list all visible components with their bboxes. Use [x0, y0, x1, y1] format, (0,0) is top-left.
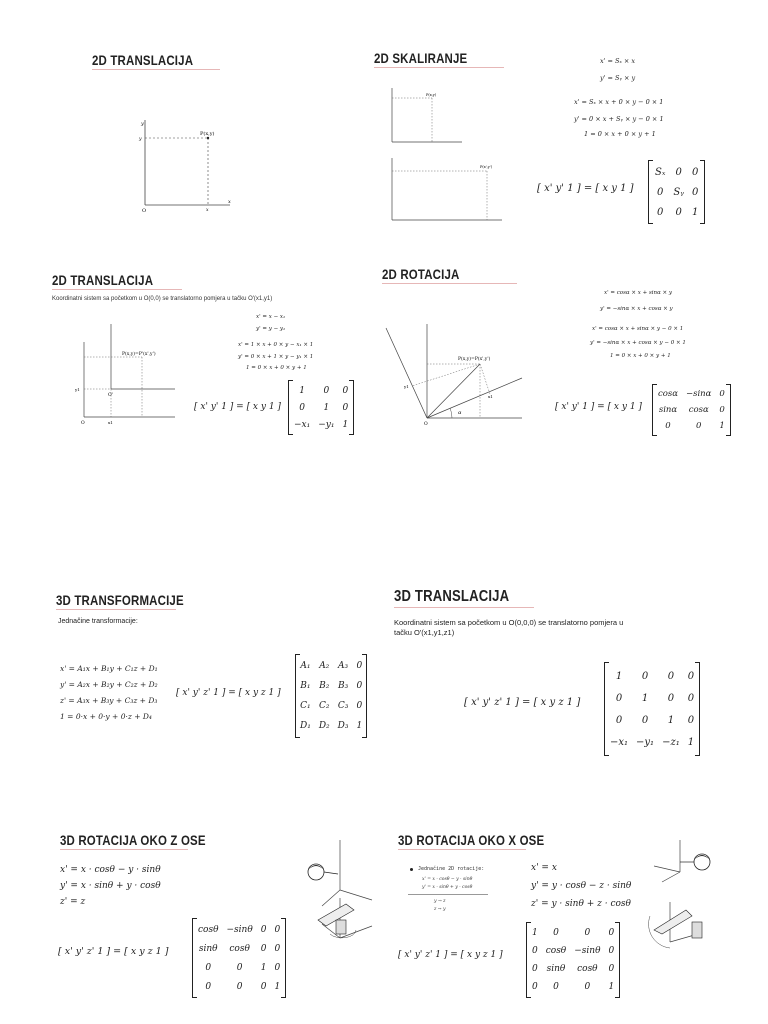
translation-diagram: [50, 262, 190, 442]
rot-x-eq-1: x' = x: [531, 863, 557, 873]
slide-title: 3D TRANSFORMACIJE: [56, 592, 184, 608]
row-vector: [ x' y' z' 1 ] = [ x y z 1 ]: [464, 697, 581, 708]
m-cell: A₂: [319, 661, 330, 671]
m-cell: cosα: [658, 389, 678, 399]
m-cell: 0: [584, 928, 591, 938]
m-cell: 1: [615, 670, 623, 682]
translation-eq-mid-2: y' = 0 × x + 1 × y − y₁ × 1: [238, 354, 314, 360]
m-cell: −sinθ: [574, 946, 601, 956]
m-cell: 0: [687, 670, 695, 682]
m-cell: 0: [641, 714, 649, 726]
bullet-dot: [410, 868, 413, 871]
p-top-label: P(x,y): [426, 93, 437, 97]
m-cell: 1: [641, 692, 649, 704]
slide-3d-transformacije: [50, 582, 380, 752]
m-cell: cosθ: [198, 924, 219, 935]
translation-eq-top-2: y' = y − y₁: [256, 326, 286, 332]
m-cell: D₃: [337, 721, 349, 731]
translation-3d-matrix: [604, 662, 700, 756]
m-cell: 1: [608, 982, 615, 992]
m-cell: 1: [323, 402, 330, 413]
m-cell: −y₁: [318, 419, 335, 430]
rotation-matrix: [652, 384, 731, 436]
translation-eq-mid-1: x' = 1 × x + 0 × y − x₁ × 1: [238, 342, 314, 348]
m-cell: 1: [356, 721, 363, 731]
rotation-z-matrix: [192, 918, 286, 998]
x-axis-label: x: [228, 199, 231, 205]
m-cell: sinθ: [198, 943, 218, 954]
slide-2d-translacija-2: [50, 262, 370, 442]
title-underline: [398, 849, 526, 850]
m-cell: 0: [608, 928, 615, 938]
rot-z-eq-3: z' = z: [60, 897, 86, 907]
x1-label: x1: [108, 420, 113, 425]
rotation-eq-mid-1: x' = cosα × x + sinα × y − 0 × 1: [592, 326, 684, 332]
m-cell: cosθ: [577, 964, 598, 974]
rot-z-eq-2: y' = x · sinθ + y · cosθ: [60, 881, 161, 891]
rot-z-eq-1: x' = x · cosθ − y · sinθ: [60, 865, 161, 875]
m-cell: 1: [274, 981, 281, 992]
row-vector: [ x' y' z' 1 ] = [ x y z 1 ]: [398, 950, 503, 960]
m-cell: 0: [260, 943, 267, 954]
slide-subtitle: Jednačine transformacije:: [58, 618, 138, 625]
rotation-eq-mid-2: y' = −sinα × x + cosα × y − 0 × 1: [590, 340, 686, 346]
m-cell: −sinα: [685, 389, 712, 399]
scaling-matrix: [648, 160, 705, 224]
rotation-z-illustration: [300, 830, 380, 940]
m-cell: cosα: [688, 405, 709, 415]
rot-x-eq-3: z' = y · sinθ + z · cosθ: [531, 899, 631, 909]
title-underline: [60, 849, 188, 850]
slide-title: 2D SKALIRANJE: [374, 50, 468, 66]
scaling-diagram: [372, 40, 512, 240]
transform-eq-4: 1 = 0·x + 0·y + 0·z + D₄: [60, 712, 152, 721]
m-cell: Sᵧ: [673, 186, 685, 198]
row-vector: [ x' y' z' 1 ] = [ x y z 1 ]: [58, 946, 169, 957]
row-vector: [ x' y' z' 1 ] = [ x y z 1 ]: [176, 688, 281, 698]
m-cell: 0: [675, 206, 682, 218]
title-underline: [394, 607, 534, 608]
m-cell: −sinθ: [226, 924, 253, 935]
m-cell: 0: [532, 946, 538, 956]
m-cell: 0: [641, 670, 649, 682]
m-cell: 0: [687, 692, 695, 704]
m-cell: 0: [356, 701, 363, 711]
m-cell: 1: [342, 419, 349, 430]
m-cell: 0: [323, 385, 330, 396]
m-cell: C₃: [337, 701, 349, 711]
m-cell: Sₓ: [655, 166, 666, 178]
m-cell: D₂: [318, 721, 330, 731]
translation-eq-mid-3: 1 = 0 × x + 0 × y + 1: [246, 365, 307, 371]
m-cell: 0: [205, 981, 212, 992]
slide-title: 3D ROTACIJA OKO Z OSE: [60, 832, 206, 848]
slide-subtitle: Koordinatni sistem sa početkom u O(0,0,0) se translatorno pomjera u tačku O'(x1,y1,z1): [394, 618, 624, 637]
m-cell: 0: [260, 924, 267, 935]
m-cell: 0: [667, 670, 675, 682]
m-cell: 1: [299, 385, 305, 396]
m-cell: 1: [719, 421, 725, 431]
small-eq2-2: z → y: [434, 907, 446, 912]
m-cell: 0: [608, 946, 615, 956]
m-cell: 0: [205, 962, 212, 973]
small-eq-1: x' = x · cosθ − y · sinθ: [422, 877, 473, 882]
scaling-eq-top-1: x' = Sₓ × x: [600, 57, 636, 65]
slide-title: 2D ROTACIJA: [382, 266, 460, 282]
row-vector: [ x' y' 1 ] = [ x y 1 ]: [537, 183, 634, 194]
m-cell: 0: [342, 385, 349, 396]
slide-title: 2D TRANSLACIJA: [52, 272, 154, 288]
scaling-eq-mid-3: 1 = 0 × x + 0 × y + 1: [584, 130, 656, 138]
m-cell: 0: [615, 714, 623, 726]
m-cell: 0: [692, 186, 699, 198]
origin-label: O: [424, 422, 428, 427]
rotation-x-illustration: [640, 830, 720, 950]
row-vector: [ x' y' 1 ] = [ x y 1 ]: [194, 402, 281, 412]
m-cell: B₁: [300, 681, 311, 691]
point-label: P(x,y)=P(x',y'): [458, 357, 491, 362]
rotation-eq-top-2: y' = −sinα × x + cosα × y: [600, 306, 673, 312]
m-cell: 0: [687, 714, 695, 726]
m-cell: 0: [667, 692, 675, 704]
transform-eq-3: z' = A₃x + B₃y + C₃z + D₃: [60, 696, 158, 705]
m-cell: A₃: [338, 661, 349, 671]
m-cell: 0: [532, 964, 538, 974]
m-cell: 0: [657, 186, 664, 198]
scaling-eq-mid-1: x' = Sₓ × x + 0 × y − 0 × 1: [574, 98, 664, 106]
m-cell: 0: [608, 964, 615, 974]
slide-3d-translacija: [384, 582, 718, 752]
slide-title: 3D ROTACIJA OKO X OSE: [398, 832, 545, 848]
y-axis-label: y: [141, 121, 144, 127]
m-cell: −x₁: [610, 736, 629, 748]
m-cell: 0: [615, 692, 623, 704]
small-divider: [408, 894, 488, 895]
m-cell: 0: [356, 661, 363, 671]
small-eq2-1: y → z: [434, 899, 446, 904]
m-cell: 0: [695, 421, 702, 431]
p-bottom-label: P(x',y'): [480, 165, 493, 169]
m-cell: cosθ: [229, 943, 250, 954]
px-label: x: [206, 208, 209, 213]
rotation-eq-top-1: x' = cosα × x + sinα × y: [604, 290, 673, 296]
m-cell: 0: [274, 943, 281, 954]
row-vector: [ x' y' 1 ] = [ x y 1 ]: [555, 402, 642, 412]
m-cell: cosθ: [545, 946, 567, 956]
m-cell: sinθ: [546, 964, 566, 974]
slide-title: 3D TRANSLACIJA: [394, 588, 510, 605]
m-cell: 0: [532, 982, 538, 992]
point-label: P(x,y): [200, 131, 215, 137]
m-cell: 0: [584, 982, 591, 992]
slide-3d-rotacija-x: [388, 822, 718, 1002]
slide-title: 2D TRANSLACIJA: [92, 52, 194, 68]
m-cell: C₁: [300, 701, 311, 711]
m-cell: 0: [657, 206, 664, 218]
rotation-diagram: [372, 262, 532, 442]
point-label: P(x,y)=P'(x',y'): [122, 352, 156, 357]
translation-matrix: [288, 380, 354, 435]
slide-3d-rotacija-z: [50, 822, 380, 1002]
slide-subtitle: Koordinatni sistem sa početkom u O(0,0) se translatorno pomjera u tačku O'(x1,y1): [52, 296, 273, 302]
title-underline: [56, 609, 176, 610]
m-cell: 0: [665, 421, 671, 431]
m-cell: 0: [675, 166, 682, 178]
m-cell: 0: [692, 166, 699, 178]
m-cell: C₂: [318, 701, 330, 711]
m-cell: 0: [553, 982, 559, 992]
m-cell: 1: [687, 736, 695, 748]
bullet-text: Jednačine 2D rotacije:: [418, 866, 485, 872]
transform-matrix: [295, 654, 367, 738]
origin2-label: O': [108, 393, 113, 398]
small-eq-2: y' = x · sinθ + y · cosθ: [422, 885, 473, 890]
y1-label: y1: [75, 387, 80, 392]
transform-eq-1: x' = A₁x + B₁y + C₁z + D₁: [60, 664, 158, 673]
m-cell: 0: [719, 389, 725, 399]
m-cell: 0: [274, 962, 281, 973]
scaling-eq-top-2: y' = Sᵧ × y: [600, 74, 636, 82]
m-cell: −z₁: [662, 736, 680, 748]
coordinate-diagram: [50, 40, 370, 230]
m-cell: 0: [260, 981, 267, 992]
m-cell: 1: [692, 206, 699, 218]
m-cell: 0: [299, 402, 305, 413]
x1-label: x1: [488, 394, 493, 399]
origin-label: O: [142, 208, 147, 214]
slide-2d-translacija-1: [50, 40, 370, 230]
m-cell: −y₁: [636, 736, 655, 748]
m-cell: 0: [356, 681, 363, 691]
origin-label: O: [81, 421, 85, 426]
m-cell: D₁: [300, 721, 311, 731]
m-cell: 0: [719, 405, 725, 415]
m-cell: 1: [260, 962, 267, 973]
m-cell: −x₁: [294, 419, 311, 430]
slide-2d-rotacija: [372, 262, 725, 442]
py-label: y: [139, 137, 142, 142]
transform-eq-2: y' = A₂x + B₂y + C₂z + D₂: [60, 680, 158, 689]
m-cell: 0: [274, 924, 281, 935]
rotation-x-matrix: [526, 922, 620, 998]
alpha-label: α: [458, 410, 462, 416]
scaling-eq-mid-2: y' = 0 × x + Sᵧ × y − 0 × 1: [574, 115, 664, 123]
m-cell: 1: [667, 714, 675, 726]
slide-2d-skaliranje: [372, 40, 718, 240]
y1-label: y1: [404, 384, 409, 389]
translation-eq-top-1: x' = x − x₁: [256, 314, 286, 320]
m-cell: 0: [342, 402, 349, 413]
m-cell: 1: [532, 928, 538, 938]
m-cell: 0: [553, 928, 559, 938]
rotation-eq-mid-3: 1 = 0 × x + 0 × y + 1: [610, 353, 671, 359]
rot-x-eq-2: y' = y · cosθ − z · sinθ: [531, 881, 632, 891]
m-cell: sinα: [658, 405, 678, 415]
m-cell: B₃: [337, 681, 349, 691]
m-cell: 0: [236, 981, 243, 992]
m-cell: B₂: [319, 681, 330, 691]
m-cell: A₁: [300, 661, 311, 671]
m-cell: 0: [236, 962, 243, 973]
